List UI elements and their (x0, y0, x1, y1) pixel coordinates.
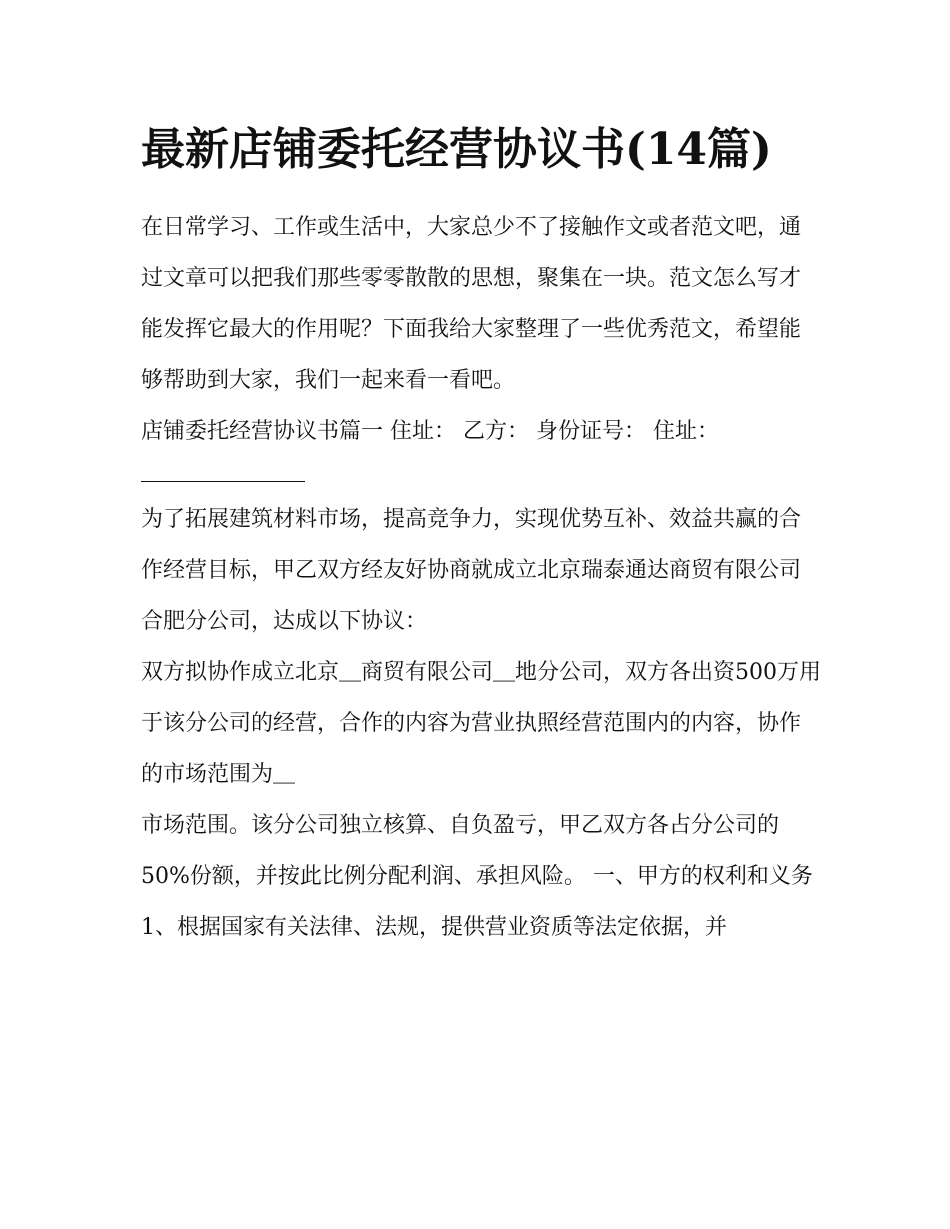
document-body (141, 202, 821, 953)
fill-in-blank-line (141, 481, 305, 482)
document-content (141, 112, 821, 953)
purpose-paragraph: 为了拓展建筑材料市场，提高竞争力，实现优势互补、效益共赢的合作经营目标，甲乙双方经友好协商就成立北京瑞泰通达商贸有限公司合肥分公司，达成以下协议： (141, 507, 802, 634)
party-info-line: 店铺委托经营协议书篇一 住址： 乙方： 身份证号： 住址： (141, 419, 719, 444)
cooperation-paragraph: 双方拟协作成立北京＿商贸有限公司＿地分公司，双方各出资500万用于该分公司的经营，合作的内容为营业执照经营范围内的内容，协作的市场范围为＿ (141, 660, 821, 787)
intro-paragraph: 在日常学习、工作或生活中，大家总少不了接触作文或者范文吧，通过文章可以把我们那些零零散散的思想，聚集在一块。范文怎么写才能发挥它最大的作用呢？下面我给大家整理了一些优秀范文，希望能够帮助到大家，我们一起来看一看吧。 (141, 215, 802, 393)
market-scope-paragraph: 市场范围。该分公司独立核算、自负盈亏，甲乙双方各占分公司的50%份额，并按此比例分配利润、承担风险。 一、甲方的权利和义务 (141, 813, 813, 889)
clause-1-paragraph: 1、根据国家有关法律、法规，提供营业资质等法定依据，并 (141, 915, 727, 940)
document-title: 最新店铺委托经营协议书(14篇) (141, 124, 772, 175)
